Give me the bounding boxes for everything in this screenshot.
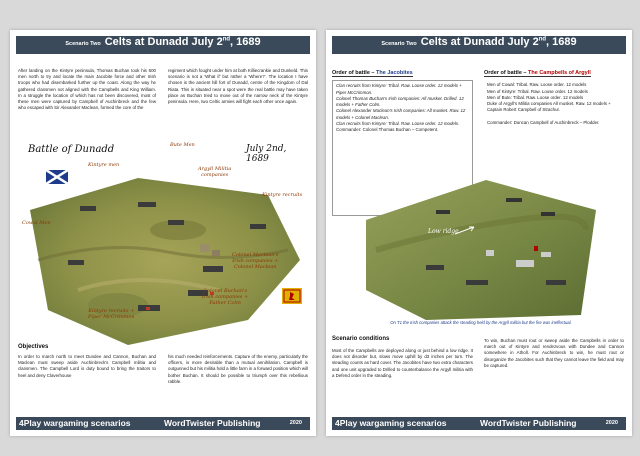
arrow-icon	[454, 224, 478, 236]
map-title: Battle of Dunadd	[28, 144, 115, 155]
oob-jacobites-title: Order of battle – The Jacobites	[332, 70, 413, 76]
map-date: July 2nd, 1689	[246, 144, 287, 164]
royal-standard-flag-icon	[282, 288, 302, 304]
conditions-column-1: Most of the Campbells are deployed along or just behind a low ridge. It does not disorder but, slows move uphill by d3 inches per turn. The steading counts as hard cover. The Jacobites have two extra characters and one unit upgraded to Drilled to counterbalance the Argyll militia with a Defend order in the steading.	[332, 348, 473, 378]
footer-publisher: WordTwister Publishing	[164, 418, 261, 428]
oob-campbells-list: Men of Cowal: Tribal. Raw. Loose order. 12 models Men of Kintyre: Tribal. Raw. Loose order. 12 models Men of Bute: Tribal. Raw. Loose order. 12 models Duke of Argyll's Militia companies All musket. Raw. 12 models + Captain Robert Campbell of Strachur. Commander: Duncan Campbell of Auchinbreck – Plodder.	[487, 82, 611, 125]
label-argyll-militia: Argyll Militia companies	[198, 166, 232, 178]
conditions-column-2: To win, Buchan must rout or sweep aside the Campbells in order to march out of Kintyre and rendezvous with Dundee and Cannon somewhere in Atholl. For Auchinbreck to win, he must rout or disorganize the Jacobites such that they cannot leave the field and may be captured.	[484, 338, 624, 368]
label-kintyre-recruits-bottom: Kintyre recruits + Piper McCrimmon	[88, 308, 135, 320]
label-maclean-companies: Colonel Maclean's Irish companies + Colonel Maclean	[232, 252, 279, 270]
objectives-column-2: his much needed reinforcements. Capture of the enemy, particularly the officers, is more desirable than a mutual annihilation. Campbell is outgunned but his militia hold a little farm in a forward position which will bother Buchan. It should be possible to triumph over this rebellious rabble.	[168, 354, 308, 384]
label-buchan-companies: Colonel Buchan's Irish companies + Father Colm	[202, 288, 249, 306]
page-footer	[332, 417, 626, 430]
oob-jacobites-list: Clan recruits from Kintyre: Tribal. Raw. Loose order. 12 models + Piper McCrimmon. Colonel Thomas Buchan's Irish companies: All musket. Drilled. 12 models + Father Colm. Colonel Alexander Maclean's Irish companies: All musket. Raw. 12 models + Colonel Maclean. Clan recruits from Kintyre: Tribal. Raw. Loose order. 12 models. Commander: Colonel Thomas Buchan – Competent.	[332, 80, 473, 216]
footer-publisher: WordTwister Publishing	[480, 418, 577, 428]
label-kintyre-recruits-top: Kintyre recruits	[262, 192, 303, 198]
label-kintyre-men: Kintyre men	[88, 162, 120, 168]
photo-caption: On T1 the Irish companies attack the steading held by the Argyll militia but the fire was ineffectual.	[390, 320, 572, 325]
battlefield-photo	[366, 180, 596, 320]
label-bute-men: Bute Men	[170, 142, 195, 148]
objectives-column-1: In order to march north to meet Dundee and Cannon, Buchan and Maclean must sweep aside Auchinbreck's Campbell militia and clansmen. The Campbell Lord is duty bound to bring the traitors to heel and deny Claverhouse	[18, 354, 156, 378]
page-header	[16, 36, 310, 54]
photo-label-low-ridge: Low ridge	[428, 228, 459, 235]
objectives-heading: Objectives	[18, 344, 49, 350]
intro-column-2: regiment which fought under him at both Killiecrankie and Dunkeld. This scenario is not a 'What if' but rather a 'Where?'. The location I have chosen is the ancient hill fort of Dunadd, centre of the Kingdom of Dal Riata. This is situated near a spot were the real battle may have taken place as Buchan tried to move out of the narrow neck of the Kintyre peninsula. Here, two Celtic armies will fight each other once again.	[168, 68, 308, 105]
footer-year: 2020	[289, 420, 302, 426]
battle-map	[18, 140, 310, 358]
saltire-flag-icon	[46, 170, 68, 184]
label-cowal-men: Cowal Men	[22, 220, 51, 226]
footer-series: 4Play wargaming scenarios	[335, 418, 447, 428]
left-page	[10, 30, 316, 436]
conditions-heading: Scenario conditions	[332, 336, 390, 342]
footer-series: 4Play wargaming scenarios	[19, 418, 131, 428]
oob-campbells-title: Order of battle – The Campbells of Argyll	[484, 70, 591, 76]
page-header	[332, 36, 626, 54]
intro-column-1: After landing on the Kintyre peninsula, Thomas Buchan took his 600 men north to try and locate the main Jacobite force and other Irish troops who had disembarked further up the coast. Along the way he gathered clansmen not aligned with the Campbells and King William. In a struggle the location of which has not been discovered, most of these men were captured by Campbell of Auchinbreck and the few who escaped with Sir Alexander Maclean, formed the core of the	[18, 68, 156, 111]
scenario-label: Scenario Two	[65, 41, 101, 47]
scenario-label: Scenario Two	[381, 41, 417, 47]
page-title: Celts at Dunadd July 2nd, 1689	[420, 36, 577, 48]
footer-year: 2020	[605, 420, 618, 426]
right-page	[326, 30, 632, 436]
page-footer	[16, 417, 310, 430]
page-title: Celts at Dunadd July 2nd, 1689	[104, 36, 261, 48]
photo-image	[366, 180, 596, 320]
